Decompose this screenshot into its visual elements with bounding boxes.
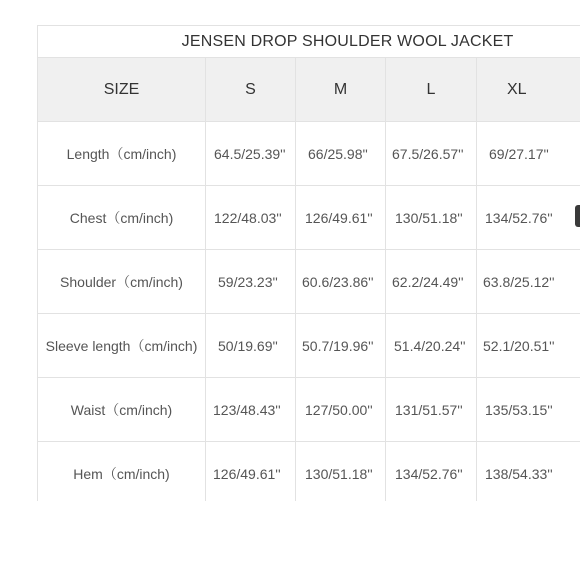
table-row: [38, 314, 580, 378]
row-label-sleeve-length: Sleeve length（cm/inch): [38, 314, 206, 378]
shoulder-s-value: 59/23.23'': [206, 250, 296, 314]
sleeve-m-value: 50.7/19.96'': [296, 314, 386, 378]
hem-m-value: 130/51.18'': [296, 442, 386, 502]
chest-m-value: 126/49.61'': [296, 186, 386, 250]
size-header-s: S: [206, 58, 296, 122]
chest-l-value: 130/51.18'': [386, 186, 477, 250]
waist-m-value: 127/50.00'': [296, 378, 386, 442]
row-label-shoulder: Shoulder（cm/inch): [38, 250, 206, 314]
size-chart-frame: [37, 25, 580, 501]
hem-xl-value: 138/54.33'': [477, 442, 580, 502]
size-header-xl: XL: [477, 58, 580, 122]
table-row: [38, 442, 580, 502]
row-label-hem: Hem（cm/inch): [38, 442, 206, 502]
sleeve-l-value: 51.4/20.24'': [386, 314, 477, 378]
scroll-edge-handle[interactable]: [575, 205, 580, 227]
size-header: SIZE: [38, 58, 206, 122]
row-label-chest: Chest（cm/inch): [38, 186, 206, 250]
size-header-l: L: [386, 58, 477, 122]
shoulder-l-value: 62.2/24.49'': [386, 250, 477, 314]
sleeve-s-value: 50/19.69'': [206, 314, 296, 378]
length-m-value: 66/25.98'': [296, 122, 386, 186]
table-row: [38, 122, 580, 186]
sleeve-xl-value: 52.1/20.51'': [477, 314, 580, 378]
hem-l-value: 134/52.76'': [386, 442, 477, 502]
header-row: [38, 58, 580, 122]
table-row: [38, 250, 580, 314]
row-label-length: Length（cm/inch): [38, 122, 206, 186]
length-s-value: 64.5/25.39'': [206, 122, 296, 186]
shoulder-m-value: 60.6/23.86'': [296, 250, 386, 314]
table-row: [38, 186, 580, 250]
table-row: [38, 378, 580, 442]
size-chart-table: [37, 25, 580, 501]
waist-l-value: 131/51.57'': [386, 378, 477, 442]
waist-s-value: 123/48.43'': [206, 378, 296, 442]
chest-xl-value: 134/52.76'': [477, 186, 580, 250]
title-row: [38, 26, 580, 58]
length-l-value: 67.5/26.57'': [386, 122, 477, 186]
hem-s-value: 126/49.61'': [206, 442, 296, 502]
size-header-m: M: [296, 58, 386, 122]
waist-xl-value: 135/53.15'': [477, 378, 580, 442]
row-label-waist: Waist（cm/inch): [38, 378, 206, 442]
chest-s-value: 122/48.03'': [206, 186, 296, 250]
shoulder-xl-value: 63.8/25.12'': [477, 250, 580, 314]
length-xl-value: 69/27.17'': [477, 122, 580, 186]
table-title: JENSEN DROP SHOULDER WOOL JACKET: [38, 26, 580, 58]
